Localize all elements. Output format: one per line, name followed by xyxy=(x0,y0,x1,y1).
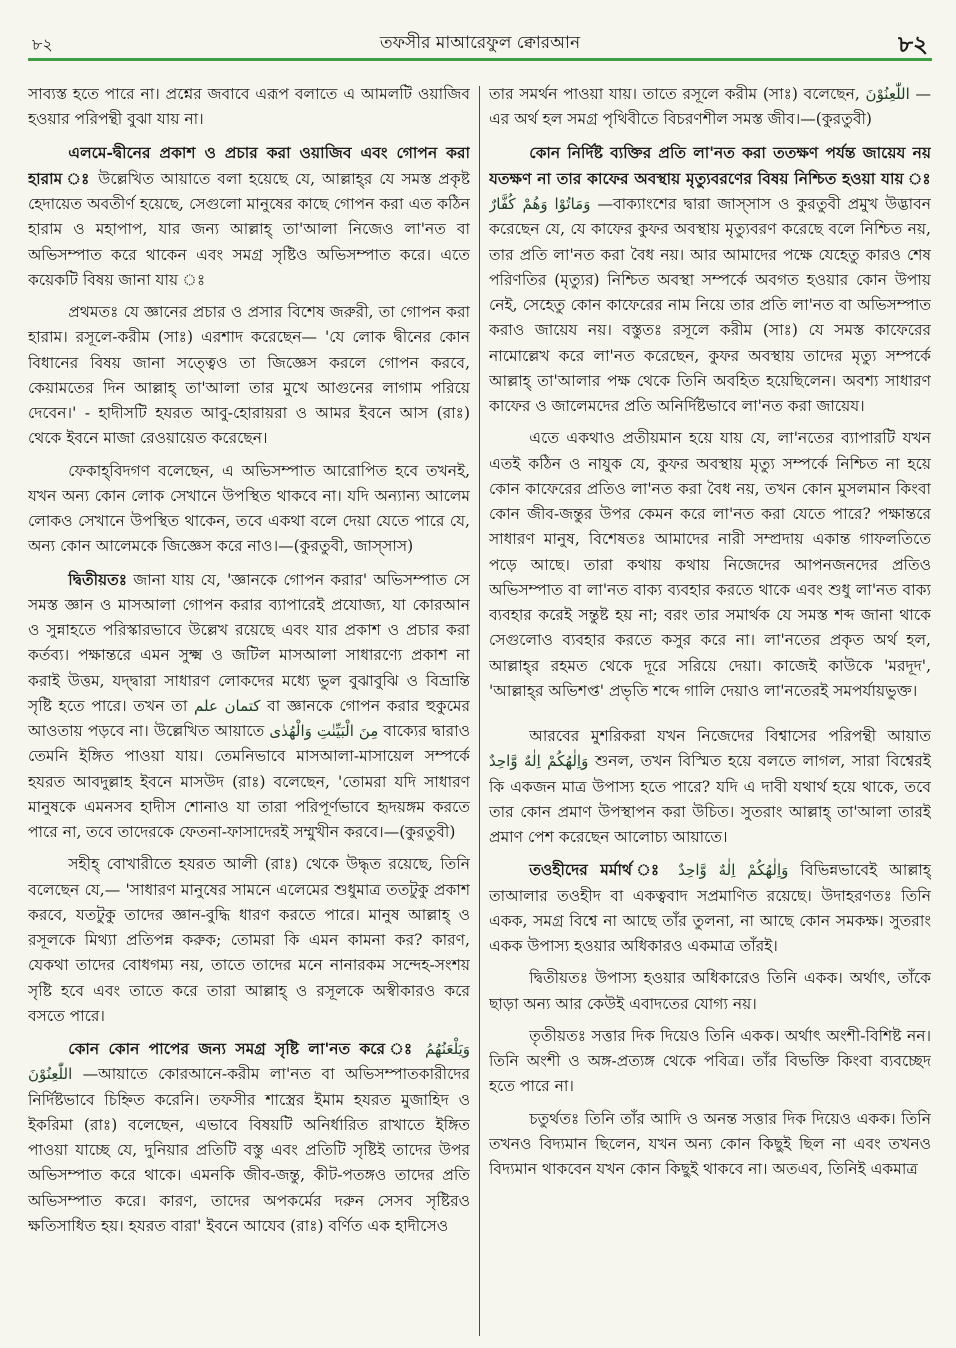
paragraph xyxy=(489,966,931,1017)
paragraph-text: —এর অর্থ হল সমগ্র পৃথিবীতে বিচরণশীল সমস্ত জীব।—(কুরতুবী) xyxy=(489,85,931,129)
arabic-phrase: وَيَلْعَنُهُمُ اللّٰعِنُوْنَ xyxy=(28,1040,470,1084)
paragraph xyxy=(489,82,931,133)
paragraph xyxy=(489,1024,931,1100)
point-label: দ্বিতীয়তঃ xyxy=(68,569,128,589)
section-heading: কোন কোন পাপের জন্য সমগ্র সৃষ্টি লা'নত করে ঃ xyxy=(68,1039,417,1058)
paragraph-text: —আয়াতে কোরআনে-করীম লা'নত বা অভিসম্পাতকারীদের নির্দিষ্টভাবে চিহ্নিত করেনি। তফসীর শাস্ত্রের ইমাম হযরত মুজাহিদ ও ইকরিমা (রাঃ) বলেছেন, এভাবে বিষয়টি অনির্ধারিত রাখাতে ইঙ্গিত পাওয়া যাচ্ছে যে, দুনিয়ার প্রতিটি বস্তু এবং প্রতিটি সৃষ্টিই তাদের উপর অভিসম্পাত করে থাকে। এমনকি জীব-জন্তু, কীট-পতঙ্গও তাদের প্রতি অভিসম্পাত করে। কারণ, তাদের অপকর্মের দরুন সেসব সৃষ্টিরও ক্ষতিসাধিত হয়। হযরত বারা' ইবনে আযেব (রাঃ) বর্ণিত এক হাদীসেও xyxy=(28,1065,470,1235)
paragraph-text: ফেকাহ্‌বিদগণ বলেছেন, এ অভিসম্পাত আরোপিত হবে তখনই, যখন অন্য কোন লোক সেখানে উপস্থিত থাকবে না। যদি অন্যান্য আলেম লোকও সেখানে উপস্থিত থাকেন, তবে একথা বলে দেয়া যেতে পারে যে, অন্য কোন আলেমকে জিজ্ঞেস করে নাও।—(কুরতুবী, জাস্সাস) xyxy=(28,461,470,556)
arabic-phrase: اللّٰعِنُوْنَ xyxy=(865,85,910,103)
paragraph-text: বাক্যের দ্বারাও তেমনি ইঙ্গিত পাওয়া যায়। তেমনিভাবে মাসআলা-মাসায়েল সম্পর্কে হযরত আবদুল্লাহ ইবনে মাসউদ (রাঃ) বলেছেন, 'তোমরা যদি সাধারণ মানুষকে এমনসব হাদীস শোনাও যা তারা পরিপূর্ণভাবে হৃদয়ঙ্গম করতে পারে না, তবে তাদেরকে ফেতনা-ফাসাদেরই সম্মুখীন করবে।—(কুরতুবী) xyxy=(28,722,470,841)
paragraph-text: শুনল, তখন বিস্মিত হয়ে বলতে লাগল, সারা বিশ্বেরই কি একজন মাত্র উপাস্য হতে পারে? যদি এ দাবী যথার্থ হয়ে থাকে, তবে তার কোন প্রমাণ উপস্থাপন করা উচিত। সুতরাং আল্লাহ্ তা'আলা তারই প্রমাণ পেশ করেছেন আলোচ্য আয়াতে। xyxy=(489,752,931,846)
paragraph-text: উল্লেখিত আয়াতে বলা হয়েছে যে, আল্লাহ্‌র যে সমস্ত প্রকৃষ্ট হেদায়েত অবতীর্ণ হয়েছে, সেগুলো মানুষের কাছে গোপন করা এত কঠিন হারাম ও মহাপাপ, যার জন্য আল্লাহ্ তা'আলা নিজেও লা'নত বা অভিসম্পাত করে থাকেন এবং সমগ্র সৃষ্টিও অভিসম্পাত করে। এতে কয়েকটি বিষয় জানা যায় ঃ xyxy=(28,169,470,289)
arabic-phrase: وَمَاتُوْا وَهُمْ كُفَّارٌ xyxy=(489,195,591,213)
left-column xyxy=(28,82,470,1336)
section-paragraph xyxy=(28,1036,470,1239)
paragraph-text: জানা যায় যে, 'জ্ঞানকে গোপন করার' অভিসম্পাত সে সমস্ত জ্ঞান ও মাসআলা গোপন করার ব্যাপারেই প্রযোজ্য, যা কোরআন ও সুন্নাহতে পরিস্কারভাবে উল্লেখ রয়েছে এবং যার প্রকাশ ও প্রচার করা কর্তব্য। পক্ষান্তরে এমন সুক্ষ্ম ও জটিল মাসআলা সাধারণ্যে প্রকাশ না করাই উত্তম, যদ্দ্বারা সাধারণ লোকদের মধ্যে ভুল বুঝাবুঝি ও বিভ্রান্তি সৃষ্টি হতে পারে। তখন তা xyxy=(28,570,470,715)
arabic-phrase: وَاِلٰهُكُمْ اِلٰهٌ وَّاحِدٌ xyxy=(489,752,589,771)
paragraph-text: সহীহ্ বোখারীতে হযরত আলী (রাঃ) থেকে উদ্ধৃত রয়েছে, তিনি বলেছেন যে,— 'সাধারণ মানুষের সামনে এলেমের শুধুমাত্র ততটুকু প্রকাশ করবে, যতটুকু তাদের জ্ঞান-বুদ্ধি ধারণ করতে পারে। মানুষ আল্লাহ্ ও রসূলকে মিথ্যা প্রতিপন্ন করুক; তোমরা কি এমন কামনা কর? কারণ, যেকথা তাদের বোধগম্য নয়, তাতে তাদের মনে নানারকম সন্দেহ-সংশয় সৃষ্টি হবে এবং তাতে করে তারা আল্লাহ্ ও রসূলকে অস্বীকারও করে বসতে পারে। xyxy=(28,855,470,1025)
paragraph xyxy=(28,567,470,846)
paragraph xyxy=(28,82,470,133)
paragraph-text: সত্তার দিক দিয়েও তিনি একক। অর্থাৎ অংশী-বিশিষ্ট নন। তিনি অংশী ও অঙ্গ-প্রত্যঙ্গ থেকে পবিত্র। তাঁর বিভক্তি কিংবা ব্যবচ্ছেদ হতে পারে না। xyxy=(489,1026,931,1096)
arabic-phrase: كتمان علم xyxy=(194,696,261,715)
point-label: দ্বিতীয়তঃ xyxy=(529,969,589,988)
arabic-phrase: مِنَ الْبَيِّنٰتِ وَالْهُدٰى xyxy=(269,722,379,740)
point-label: চতুর্থতঃ xyxy=(529,1109,580,1128)
paragraph-text: সাব্যস্ত হতে পারে না। প্রশ্নের জবাবে এরূপ বলাতে এ আমলটি ওয়াজিব হওয়ার পরিপন্থী বুঝা যায় না। xyxy=(28,85,470,129)
paragraph-text: এতে একথাও প্রতীয়মান হয়ে যায় যে, লা'নতের ব্যাপারটি যখন এতই কঠিন ও নাযুক যে, কুফর অবস্থায় মৃত্যু সম্পর্কে নিশ্চিত না হয়ে কোন কাফেরের প্রতিও লা'নত করা বৈধ নয়, তখন কোন মুসলমান কিংবা কোন জীব-জন্তুর উপর কেমন করে লা'নত করা যেতে পারে? পক্ষান্তরে সাধারণ মানুষ, বিশেষতঃ আমাদের নারী সম্প্রদায় একান্ত গাফলতিতে পড়ে আছে। তারা কথায় কথায় নিজেদের আপনজনদের প্রতিও অভিসম্পাত বা লা'নত বাক্য ব্যবহার করতে থাকে এবং শুধু লা'নত বাক্য ব্যবহার করেই সন্তুষ্ট হয় না; বরং তার সমার্থক যে সমস্ত শব্দ জানা থাকে সেগুলোও ব্যবহার করতে কসুর করে না। লা'নতের প্রকৃত অর্থ হল, আল্লাহ্‌র রহমত থেকে দূরে সরিয়ে দেয়া। কাজেই কাউকে 'মরদূদ', 'আল্লাহ্‌র অভিশপ্ত' প্রভৃতি শব্দে গালি দেয়াও লা'নতেরই সমপর্যায়ভুক্ত। xyxy=(489,429,931,700)
page-number-left: ৮২ xyxy=(32,35,53,54)
paragraph xyxy=(489,724,931,850)
page-number-right: ৮২ xyxy=(898,31,928,58)
paragraph xyxy=(489,426,931,704)
point-label: প্রথমতঃ xyxy=(68,303,119,321)
paragraph xyxy=(28,852,470,1029)
paragraph-text: বা জ্ঞানকে গোপন করার হুকুমের আওতায় পড়বে না। উল্লেখিত আয়াতে xyxy=(28,696,470,740)
paragraph-text: তার সমর্থন পাওয়া যায়। তাতে রসূলে করীম (সাঃ) বলেছেন, xyxy=(489,85,860,103)
section-heading: কোন নির্দিষ্ট ব্যক্তির প্রতি লা'নত করা ততক্ষণ পর্যন্ত জায়েয নয় যতক্ষণ না তার কাফের অবস্থায় মৃত্যুবরণের বিষয় নিশ্চিত হওয়া যায় ঃ xyxy=(489,142,931,188)
column-divider xyxy=(479,86,480,1336)
text-columns xyxy=(28,82,932,1336)
paragraph xyxy=(489,1107,931,1183)
section-heading: এলমে-দ্বীনের প্রকাশ ও প্রচার করা ওয়াজিব এবং গোপন করা হারাম ঃ xyxy=(28,142,470,188)
paragraph-text: উপাস্য হওয়ার অধিকারেও তিনি একক। অর্থাৎ, তাঁকে ছাড়া অন্য আর কেউই এবাদতের যোগ্য নয়। xyxy=(489,969,931,1013)
paragraph xyxy=(28,300,470,452)
book-title: তফসীর মাআরেফুল ক্বোরআন xyxy=(379,33,581,53)
section-heading: তওহীদের মর্মার্থ ঃ xyxy=(529,860,667,880)
section-paragraph xyxy=(489,857,931,959)
paragraph-text: আরবের মুশরিকরা যখন নিজেদের বিশ্বাসের পরিপন্থী আয়াত xyxy=(529,727,931,745)
paragraph-text: যে জ্ঞানের প্রচার ও প্রসার বিশেষ জরুরী, তা গোপন করা হারাম। রসূলে-করীম (সাঃ) এরশাদ করেছেন— 'যে লোক দ্বীনের কোন বিধানের বিষয় জানা সত্ত্বেও তা জিজ্ঞেস করলে গোপন করবে, কেয়ামতের দিন আল্লাহ্ তা'আলা তার মুখে আগুনের লাগাম পরিয়ে দেবেন।' - হাদীসটি হযরত আবু-হোরায়রা ও আমর ইবনে আস (রাঃ) থেকে ইবনে মাজা রেওয়ায়েত করেছেন। xyxy=(28,303,470,448)
running-header xyxy=(28,26,932,61)
paragraph xyxy=(28,459,470,560)
section-paragraph xyxy=(28,140,470,294)
section-paragraph xyxy=(489,140,931,420)
paragraph-text: তিনি তাঁর আদি ও অনন্ত সত্তার দিক দিয়েও একক। তিনি তখনও বিদ্যমান ছিলেন, যখন অন্য কোন কিছুই ছিল না এবং তখনও বিদ্যমান থাকবেন যখন কোন কিছুই থাকবে না। অতএব, তিনিই একমাত্র xyxy=(489,1109,931,1178)
point-label: তৃতীয়তঃ xyxy=(529,1026,587,1045)
right-column xyxy=(489,82,931,1336)
paragraph-text: বিভিন্নভাবেই আল্লাহ্ তাআলার তওহীদ বা একত্ববাদ সপ্রমাণিত রয়েছে। উদাহরণতঃ তিনি একক, সমগ্র বিশ্বে না আছে তাঁর তুলনা, না আছে কোন সমকক্ষ। সুতরাং একক উপাস্য হওয়ার অধিকারও একমাত্র তাঁরই। xyxy=(489,861,931,955)
arabic-phrase: وَاِلٰهُكُمْ اِلٰهٌ وَّاحِدٌ xyxy=(678,861,789,880)
paragraph-text: —বাক্যাংশের দ্বারা জাস্সাস ও কুরতুবী প্রমুখ উদ্ভাবন করেছেন যে, যে কাফের কুফর অবস্থায় মৃত্যুবরণ করেছে বলে নিশ্চিত নয়, তার প্রতি লা'নত করা বৈধ নয়। আর আমাদের পক্ষে যেহেতু কারও শেষ পরিণতির (মৃত্যুর) নিশ্চিত অবস্থা সম্পর্কে অবগত হওয়ার কোন উপায় নেই, সেহেতু কোন কাফেরের নাম নিয়ে তার প্রতি লা'নত বা অভিসম্পাত করাও জায়েয নয়। বস্তুতঃ রসূলে করীম (সাঃ) যে সমস্ত কাফেরের নামোল্লেখ করে লা'নত করেছেন, কুফর অবস্থায় তাদের মৃত্যু সম্পর্কে আল্লাহ্ তা'আলার পক্ষ থেকে তিনি অবহিত হয়েছিলেন। অবশ্য সাধারণ কাফের ও জালেমদের প্রতি অনির্দিষ্টভাবে লা'নত করা জায়েয। xyxy=(489,195,931,415)
